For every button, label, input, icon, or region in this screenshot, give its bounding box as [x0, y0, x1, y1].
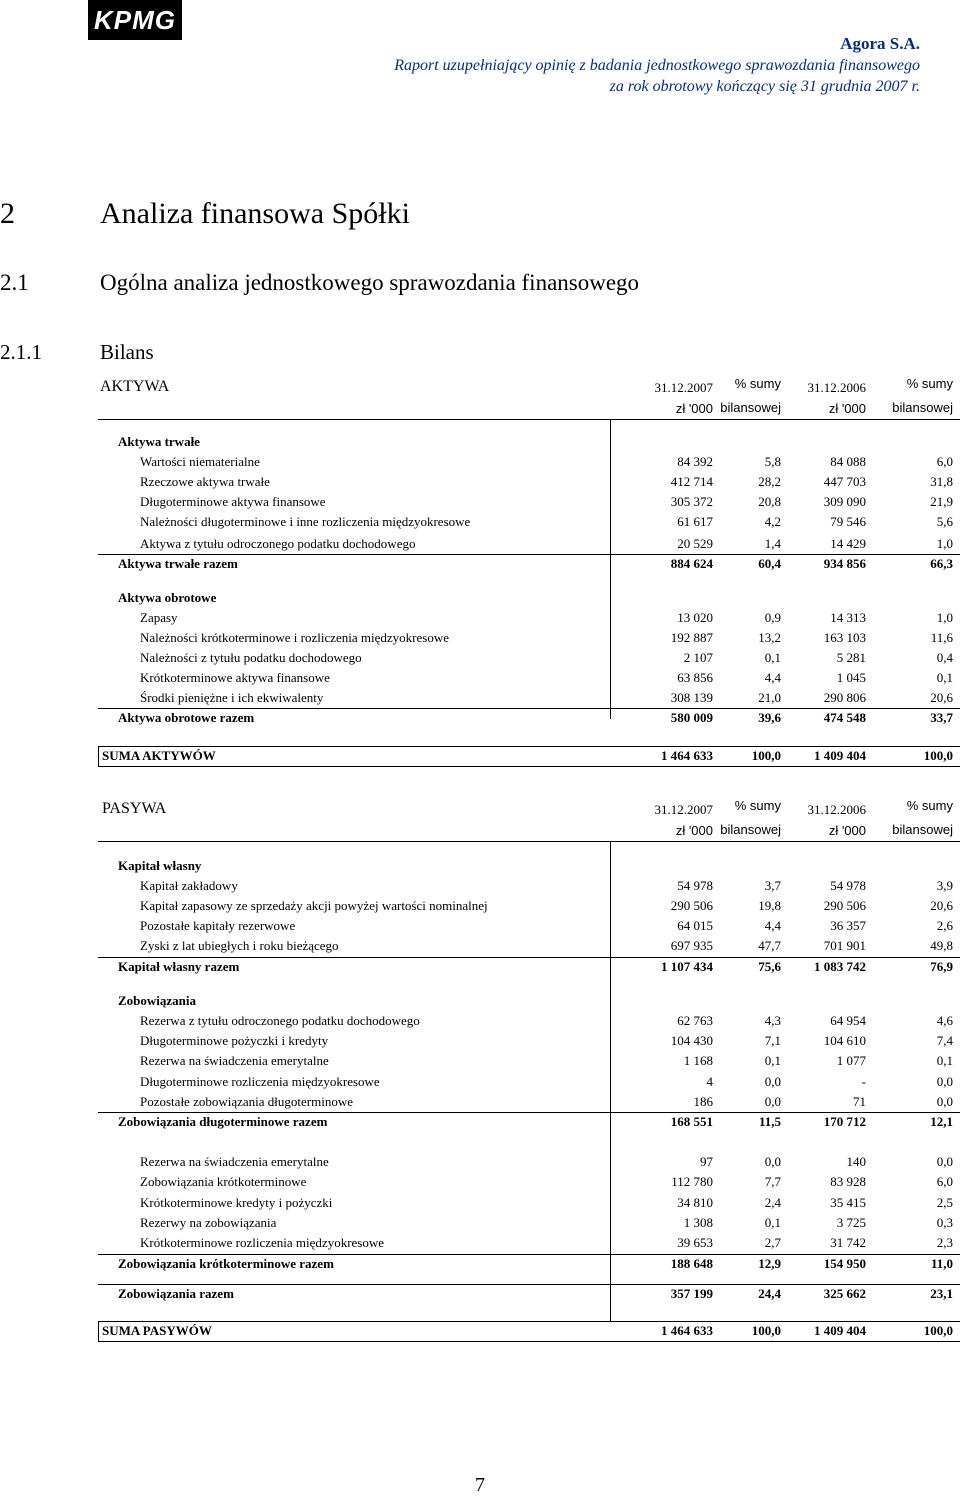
row-label: Należności długoterminowe i inne rozliczenia międzyokresowe — [140, 514, 471, 529]
row-value: 3 725 — [836, 1215, 866, 1230]
section-heading — [98, 590, 960, 610]
row-value: 0,0 — [764, 1094, 781, 1109]
row-value: 84 392 — [677, 454, 713, 469]
row-value: 83 928 — [830, 1174, 866, 1189]
row-value: 188 648 — [670, 1256, 713, 1271]
row-value: 2,6 — [936, 918, 953, 933]
row-value: 2,3 — [936, 1235, 953, 1250]
table-row — [98, 514, 960, 534]
row-value: 1,4 — [764, 536, 781, 551]
row-value: 39,6 — [758, 710, 781, 725]
assets-column-header: bilansowej — [892, 400, 953, 415]
row-value: 1 308 — [683, 1215, 713, 1230]
liabilities-column-header: bilansowej — [720, 822, 781, 837]
row-value: 7,7 — [764, 1174, 781, 1189]
section-heading — [98, 993, 960, 1013]
row-value: 14 313 — [830, 610, 866, 625]
row-label: Kapitał własny — [118, 858, 202, 873]
row-label: Aktywa trwałe — [118, 434, 200, 449]
row-value: 100,0 — [923, 1323, 953, 1338]
row-value: 0,1 — [764, 1215, 781, 1230]
heading-2-number: 2.1 — [0, 270, 29, 295]
row-value: 290 806 — [823, 690, 866, 705]
row-label: Zobowiązania krótkoterminowe — [140, 1174, 307, 1189]
table-row — [98, 1053, 960, 1073]
row-value: 34 810 — [677, 1195, 713, 1210]
row-label: Wartości niematerialne — [140, 454, 260, 469]
row-value: 447 703 — [823, 474, 866, 489]
table-row — [98, 1195, 960, 1215]
heading-1 — [0, 197, 410, 231]
header-report-title: Raport uzupełniający opinię z badania jednostkowego sprawozdania finansowego — [394, 57, 920, 74]
row-value: 290 506 — [823, 898, 866, 913]
row-value: 23,1 — [930, 1286, 953, 1301]
row-value: 0,4 — [936, 650, 953, 665]
row-value: 1 083 742 — [814, 959, 866, 974]
row-value: 2 107 — [683, 650, 713, 665]
row-value: 7,1 — [764, 1033, 781, 1048]
assets-column-header: % sumy — [906, 376, 953, 391]
assets-title: AKTYWA — [100, 378, 170, 395]
row-label: Zapasy — [140, 610, 178, 625]
row-value: 0,0 — [936, 1154, 953, 1169]
total-row — [98, 556, 960, 576]
total-row — [98, 710, 960, 730]
section-heading — [98, 858, 960, 878]
row-label: Aktywa trwałe razem — [118, 556, 238, 571]
row-value: 163 103 — [823, 630, 866, 645]
table-row — [98, 1013, 960, 1033]
row-value: 325 662 — [823, 1286, 866, 1301]
row-label: Środki pieniężne i ich ekwiwalenty — [140, 690, 324, 705]
row-value: 4,3 — [764, 1013, 781, 1028]
row-value: 2,7 — [764, 1235, 781, 1250]
row-value: 934 856 — [823, 556, 866, 571]
row-value: 28,2 — [758, 474, 781, 489]
header-report-period: za rok obrotowy kończący się 31 grudnia 2007 r. — [609, 78, 920, 95]
row-value: 60,4 — [758, 556, 781, 571]
row-value: 2,4 — [764, 1195, 781, 1210]
row-value: 100,0 — [751, 748, 781, 763]
row-value: 100,0 — [751, 1323, 781, 1338]
row-value: 20,8 — [758, 494, 781, 509]
row-label: Długoterminowe rozliczenia międzyokresowe — [140, 1074, 380, 1089]
row-label: Zobowiązania — [118, 993, 197, 1008]
heading-3-number: 2.1.1 — [0, 340, 42, 364]
row-value: 54 978 — [830, 878, 866, 893]
row-value: 21,9 — [930, 494, 953, 509]
heading-2-text: Ogólna analiza jednostkowego sprawozdania finansowego — [100, 270, 640, 295]
row-value: 2,5 — [936, 1195, 953, 1210]
row-value: 63 856 — [677, 670, 713, 685]
row-label: Rzeczowe aktywa trwałe — [140, 474, 270, 489]
row-value: 47,7 — [758, 938, 781, 953]
row-value: 33,7 — [930, 710, 953, 725]
table-row — [98, 1074, 960, 1094]
liabilities-column-header: 31.12.2006 — [807, 802, 866, 817]
row-label: Zobowiązania krótkoterminowe razem — [118, 1256, 334, 1271]
row-value: 6,0 — [936, 454, 953, 469]
row-value: 19,8 — [758, 898, 781, 913]
row-label: SUMA AKTYWÓW — [102, 748, 216, 763]
row-value: 35 415 — [830, 1195, 866, 1210]
row-value: 39 653 — [677, 1235, 713, 1250]
row-label: Krótkoterminowe aktywa finansowe — [140, 670, 330, 685]
row-value: 54 978 — [677, 878, 713, 893]
row-value: 0,3 — [936, 1215, 953, 1230]
table-row — [98, 474, 960, 494]
row-value: 21,0 — [758, 690, 781, 705]
row-value: 71 — [853, 1094, 866, 1109]
row-label: Zyski z lat ubiegłych i roku bieżącego — [140, 938, 339, 953]
row-value: 12,1 — [930, 1114, 953, 1129]
row-value: 24,4 — [758, 1286, 781, 1301]
row-label: Należności krótkoterminowe i rozliczenia międzyokresowe — [140, 630, 449, 645]
liabilities-column-header: 31.12.2007 — [654, 802, 713, 817]
row-value: 97 — [700, 1154, 713, 1169]
heading-1-number: 2 — [0, 197, 15, 230]
table-row — [98, 938, 960, 958]
row-value: 0,9 — [764, 610, 781, 625]
row-value: 20,6 — [930, 690, 953, 705]
row-value: 0,0 — [936, 1094, 953, 1109]
row-value: 154 950 — [823, 1256, 866, 1271]
row-value: 11,6 — [930, 630, 953, 645]
row-value: 11,5 — [758, 1114, 781, 1129]
table-row — [98, 898, 960, 918]
liabilities-column-header: % sumy — [734, 798, 781, 813]
row-label: Kapitał zapasowy ze sprzedaży akcji powyżej wartości nominalnej — [140, 898, 488, 913]
table-row — [98, 536, 960, 556]
assets-column-header: zł '000 — [675, 401, 713, 416]
total-row — [98, 1286, 960, 1306]
row-value: 1,0 — [936, 536, 953, 551]
row-value: 308 139 — [670, 690, 713, 705]
row-value: 0,0 — [764, 1074, 781, 1089]
row-value: 31 742 — [830, 1235, 866, 1250]
row-value: 701 901 — [823, 938, 866, 953]
row-value: 0,1 — [764, 1053, 781, 1068]
row-value: 75,6 — [758, 959, 781, 974]
row-label: Krótkoterminowe kredyty i pożyczki — [140, 1195, 333, 1210]
row-label: Rezerwa na świadczenia emerytalne — [140, 1053, 329, 1068]
row-label: Pozostałe kapitały rezerwowe — [140, 918, 296, 933]
row-label: Zobowiązania razem — [118, 1286, 234, 1301]
row-value: 1 464 633 — [661, 1323, 713, 1338]
row-value: 140 — [846, 1154, 866, 1169]
table-row — [98, 1033, 960, 1053]
table-row — [98, 610, 960, 630]
row-value: 305 372 — [670, 494, 713, 509]
row-value: 5 281 — [836, 650, 866, 665]
row-value: 79 546 — [830, 514, 866, 529]
header-company: Agora S.A. — [840, 34, 920, 53]
row-label: Krótkoterminowe rozliczenia międzyokresowe — [140, 1235, 385, 1250]
row-value: 186 — [693, 1094, 713, 1109]
section-heading — [98, 434, 960, 454]
row-label: Długoterminowe pożyczki i kredyty — [140, 1033, 329, 1048]
row-value: 13,2 — [758, 630, 781, 645]
assets-column-header: 31.12.2006 — [807, 380, 866, 395]
row-value: 3,9 — [936, 878, 953, 893]
row-value: 13 020 — [677, 610, 713, 625]
heading-3 — [0, 340, 154, 365]
row-value: 884 624 — [670, 556, 713, 571]
row-value: 1 464 633 — [661, 748, 713, 763]
row-label: SUMA PASYWÓW — [102, 1323, 212, 1338]
row-value: 474 548 — [823, 710, 866, 725]
assets-column-header: zł '000 — [828, 401, 866, 416]
row-value: 4 — [706, 1074, 713, 1089]
assets-column-header: % sumy — [734, 376, 781, 391]
row-label: Długoterminowe aktywa finansowe — [140, 494, 326, 509]
row-value: 62 763 — [677, 1013, 713, 1028]
table-row — [98, 1235, 960, 1255]
row-label: Należności z tytułu podatku dochodowego — [140, 650, 362, 665]
row-value: 104 430 — [670, 1033, 713, 1048]
total-row — [98, 748, 960, 768]
total-row — [98, 959, 960, 979]
liabilities-column-header: zł '000 — [675, 823, 713, 838]
table-row — [98, 494, 960, 514]
page-number: 7 — [475, 1474, 485, 1496]
row-value: 5,8 — [764, 454, 781, 469]
table-row — [98, 878, 960, 898]
row-value: 1,0 — [936, 610, 953, 625]
row-value: 12,9 — [758, 1256, 781, 1271]
row-label: Kapitał własny razem — [118, 959, 240, 974]
row-value: 697 935 — [670, 938, 713, 953]
row-value: 357 199 — [670, 1286, 713, 1301]
row-value: - — [861, 1074, 866, 1089]
row-value: 580 009 — [670, 710, 713, 725]
row-value: 49,8 — [930, 938, 953, 953]
row-value: 1 077 — [836, 1053, 866, 1068]
row-value: 192 887 — [670, 630, 713, 645]
row-label: Rezerwa na świadczenia emerytalne — [140, 1154, 329, 1169]
row-value: 0,1 — [764, 650, 781, 665]
row-value: 84 088 — [830, 454, 866, 469]
liabilities-column-header: bilansowej — [892, 822, 953, 837]
table-row — [98, 1094, 960, 1114]
row-value: 3,7 — [764, 878, 781, 893]
total-row — [98, 1256, 960, 1276]
row-value: 0,0 — [764, 1154, 781, 1169]
row-label: Aktywa obrotowe razem — [118, 710, 255, 725]
liabilities-table — [98, 800, 960, 1345]
row-label: Aktywa obrotowe — [118, 590, 217, 605]
row-value: 1 409 404 — [814, 1323, 866, 1338]
total-row — [98, 1114, 960, 1134]
row-value: 7,4 — [936, 1033, 953, 1048]
table-row — [98, 918, 960, 938]
heading-2 — [0, 270, 639, 296]
row-value: 100,0 — [923, 748, 953, 763]
row-value: 170 712 — [823, 1114, 866, 1129]
row-label: Kapitał zakładowy — [140, 878, 238, 893]
row-value: 168 551 — [670, 1114, 713, 1129]
liabilities-column-header: zł '000 — [828, 823, 866, 838]
row-value: 4,4 — [764, 918, 781, 933]
row-value: 20 529 — [677, 536, 713, 551]
row-value: 4,4 — [764, 670, 781, 685]
heading-3-text: Bilans — [100, 340, 154, 364]
row-value: 14 429 — [830, 536, 866, 551]
table-row — [98, 650, 960, 670]
table-row — [98, 630, 960, 650]
table-row — [98, 454, 960, 474]
row-value: 1 045 — [836, 670, 866, 685]
row-value: 66,3 — [930, 556, 953, 571]
row-value: 0,1 — [936, 1053, 953, 1068]
row-value: 309 090 — [823, 494, 866, 509]
row-value: 20,6 — [930, 898, 953, 913]
row-value: 290 506 — [670, 898, 713, 913]
row-value: 4,6 — [936, 1013, 953, 1028]
row-value: 104 610 — [823, 1033, 866, 1048]
row-value: 5,6 — [936, 514, 953, 529]
table-row — [98, 1215, 960, 1235]
row-value: 1 168 — [683, 1053, 713, 1068]
row-label: Zobowiązania długoterminowe razem — [118, 1114, 328, 1129]
row-value: 76,9 — [930, 959, 953, 974]
table-row — [98, 1154, 960, 1174]
row-value: 0,0 — [936, 1074, 953, 1089]
row-value: 412 714 — [670, 474, 713, 489]
row-value: 61 617 — [677, 514, 713, 529]
row-value: 64 954 — [830, 1013, 866, 1028]
row-value: 112 780 — [671, 1174, 713, 1189]
row-value: 36 357 — [830, 918, 866, 933]
assets-column-header: bilansowej — [720, 400, 781, 415]
row-value: 0,1 — [936, 670, 953, 685]
row-label: Pozostałe zobowiązania długoterminowe — [140, 1094, 353, 1109]
row-value: 1 409 404 — [814, 748, 866, 763]
assets-table — [98, 378, 960, 768]
row-label: Aktywa z tytułu odroczonego podatku dochodowego — [140, 536, 416, 551]
heading-1-text: Analiza finansowa Spółki — [100, 197, 410, 230]
liabilities-title: PASYWA — [102, 800, 167, 817]
row-value: 6,0 — [936, 1174, 953, 1189]
table-row — [98, 1174, 960, 1194]
row-value: 64 015 — [677, 918, 713, 933]
row-value: 31,8 — [930, 474, 953, 489]
row-value: 4,2 — [764, 514, 781, 529]
kpmg-logo: KPMG — [88, 0, 182, 40]
row-value: 1 107 434 — [661, 959, 713, 974]
row-label: Rezerwy na zobowiązania — [140, 1215, 277, 1230]
row-label: Rezerwa z tytułu odroczonego podatku dochodowego — [140, 1013, 420, 1028]
row-value: 11,0 — [930, 1256, 953, 1271]
liabilities-column-header: % sumy — [906, 798, 953, 813]
total-row — [98, 1323, 960, 1343]
table-row — [98, 670, 960, 690]
assets-column-header: 31.12.2007 — [654, 380, 713, 395]
table-row — [98, 690, 960, 710]
